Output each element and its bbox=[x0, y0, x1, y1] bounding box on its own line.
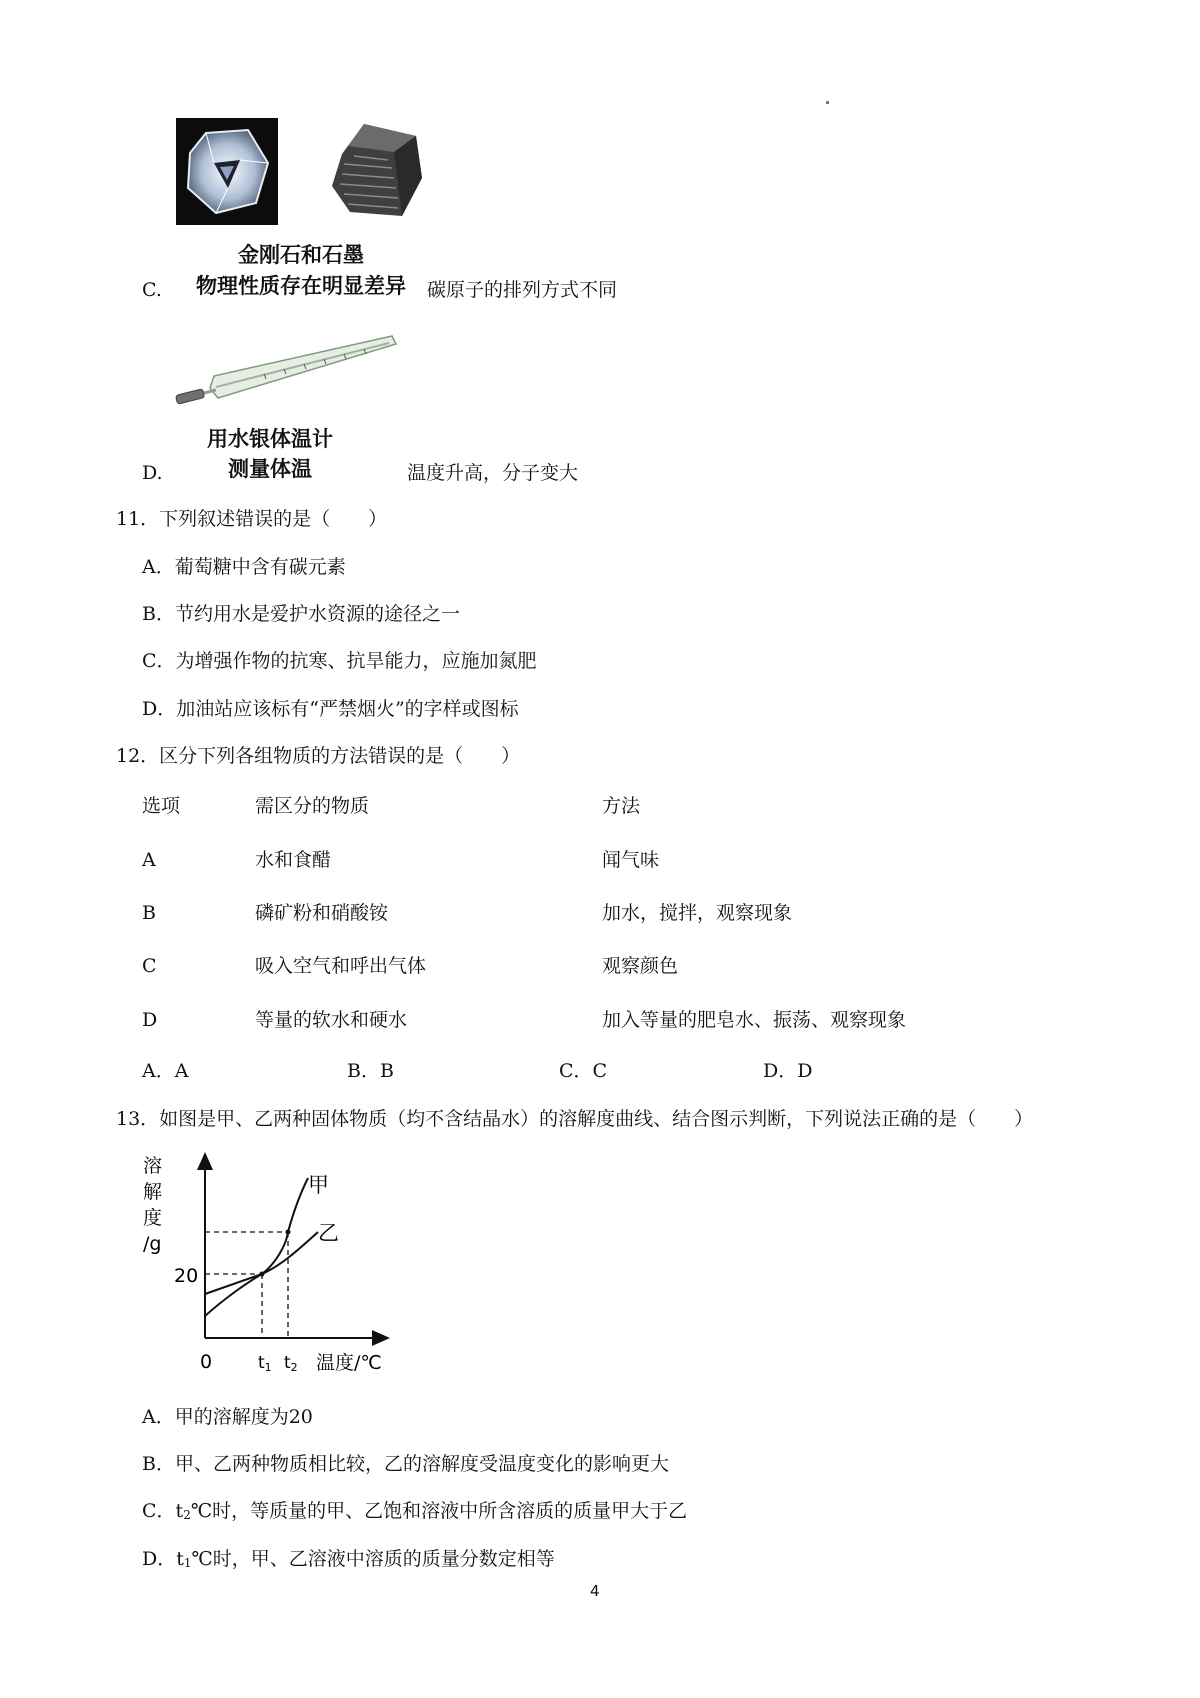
q10-d-caption-line2: 测量体温 bbox=[228, 457, 312, 481]
q13-option-c-subscript: 2 bbox=[183, 1508, 191, 1522]
x-axis-label: 温度/℃ bbox=[316, 1352, 382, 1374]
origin-label: 0 bbox=[200, 1351, 213, 1373]
q12-row-a-substances: 水和食醋 bbox=[255, 849, 332, 871]
q13-option-d bbox=[142, 1548, 555, 1574]
q12-row-a-option: A bbox=[142, 849, 156, 871]
q12-row-c-method: 观察颜色 bbox=[602, 955, 679, 977]
q11-option-c: C．为增强作物的抗寒、抗旱能力，应施加氮肥 bbox=[142, 650, 537, 672]
q12-stem: 12．区分下列各组物质的方法错误的是（ ） bbox=[116, 745, 521, 767]
q12-header-option: 选项 bbox=[142, 795, 181, 817]
t1-tick-label: t1 bbox=[258, 1353, 272, 1374]
q12-row-b-substances: 磷矿粉和硝酸铵 bbox=[255, 902, 389, 924]
q12-row-c-option: C bbox=[142, 955, 157, 977]
y-axis-label-2: 解 bbox=[143, 1181, 163, 1203]
q13-option-c-prefix: C．t bbox=[142, 1500, 184, 1522]
y-tick-20: 20 bbox=[174, 1265, 199, 1287]
q10-d-caption-line1: 用水银体温计 bbox=[207, 427, 333, 451]
thermometer-image bbox=[174, 332, 404, 412]
jia-t2-point bbox=[286, 1230, 291, 1235]
q11-stem: 11．下列叙述错误的是（ ） bbox=[116, 508, 388, 530]
t2-tick-label: t2 bbox=[284, 1353, 298, 1374]
q13-option-d-subscript: 1 bbox=[183, 1556, 192, 1570]
q11-option-b: B．节约用水是爱护水资源的途径之一 bbox=[142, 603, 460, 625]
q13-option-a: A．甲的溶解度为20 bbox=[142, 1406, 313, 1428]
q12-row-a-method: 闻气味 bbox=[602, 849, 660, 871]
q12-row-d-option: D bbox=[142, 1009, 158, 1031]
q12-choice-d: D．D bbox=[763, 1060, 813, 1082]
q10-d-explanation: 温度升高，分子变大 bbox=[407, 462, 579, 484]
q10-c-caption-line1: 金刚石和石墨 bbox=[238, 243, 364, 267]
q12-header-method: 方法 bbox=[602, 795, 641, 817]
y-axis-label-3: 度 bbox=[143, 1207, 163, 1229]
q12-choice-c: C．C bbox=[559, 1060, 608, 1082]
q11-option-a: A．葡萄糖中含有碳元素 bbox=[142, 556, 346, 578]
y-axis-label-4: /g bbox=[143, 1233, 162, 1255]
y-axis-label-1: 溶 bbox=[143, 1155, 163, 1177]
q12-choice-a: A．A bbox=[142, 1060, 189, 1082]
q13-option-d-prefix: D．t bbox=[142, 1548, 184, 1570]
q10-c-caption-line2: 物理性质存在明显差异 bbox=[196, 274, 406, 298]
q10-c-label: C. bbox=[142, 279, 162, 301]
q10-c-explanation: 碳原子的排列方式不同 bbox=[427, 279, 618, 301]
q11-option-d: D．加油站应该标有“严禁烟火”的字样或图标 bbox=[142, 698, 519, 720]
q12-row-d-method: 加入等量的肥皂水、振荡、观察现象 bbox=[602, 1009, 907, 1031]
q13-stem: 13．如图是甲、乙两种固体物质（均不含结晶水）的溶解度曲线、结合图示判断，下列说法正确的是（ ） bbox=[116, 1108, 1034, 1130]
q12-row-b-method: 加水，搅拌，观察现象 bbox=[602, 902, 793, 924]
q10-d-label: D. bbox=[142, 462, 163, 484]
q13-option-d-text: ℃时，甲、乙溶液中溶质的质量分数定相等 bbox=[191, 1548, 555, 1570]
q12-row-c-substances: 吸入空气和呼出气体 bbox=[255, 955, 427, 977]
q13-option-c bbox=[142, 1500, 687, 1526]
curve-yi-label: 乙 bbox=[318, 1221, 339, 1245]
diamond-image bbox=[176, 118, 278, 225]
stray-dot bbox=[826, 101, 829, 104]
curve-jia-label: 甲 bbox=[308, 1173, 329, 1197]
graphite-image bbox=[324, 116, 428, 224]
q12-header-substances: 需区分的物质 bbox=[255, 795, 370, 817]
intersection-point bbox=[260, 1272, 265, 1277]
page-number: 4 bbox=[590, 1582, 600, 1600]
q12-choice-b: B．B bbox=[347, 1060, 394, 1082]
q13-option-c-text: ℃时，等质量的甲、乙饱和溶液中所含溶质的质量甲大于乙 bbox=[190, 1500, 688, 1522]
q13-option-b: B．甲、乙两种物质相比较，乙的溶解度受温度变化的影响更大 bbox=[142, 1453, 669, 1475]
q12-row-d-substances: 等量的软水和硬水 bbox=[255, 1009, 408, 1031]
curve-jia bbox=[205, 1178, 308, 1316]
q12-row-b-option: B bbox=[142, 902, 156, 924]
solubility-graph bbox=[130, 1148, 430, 1380]
